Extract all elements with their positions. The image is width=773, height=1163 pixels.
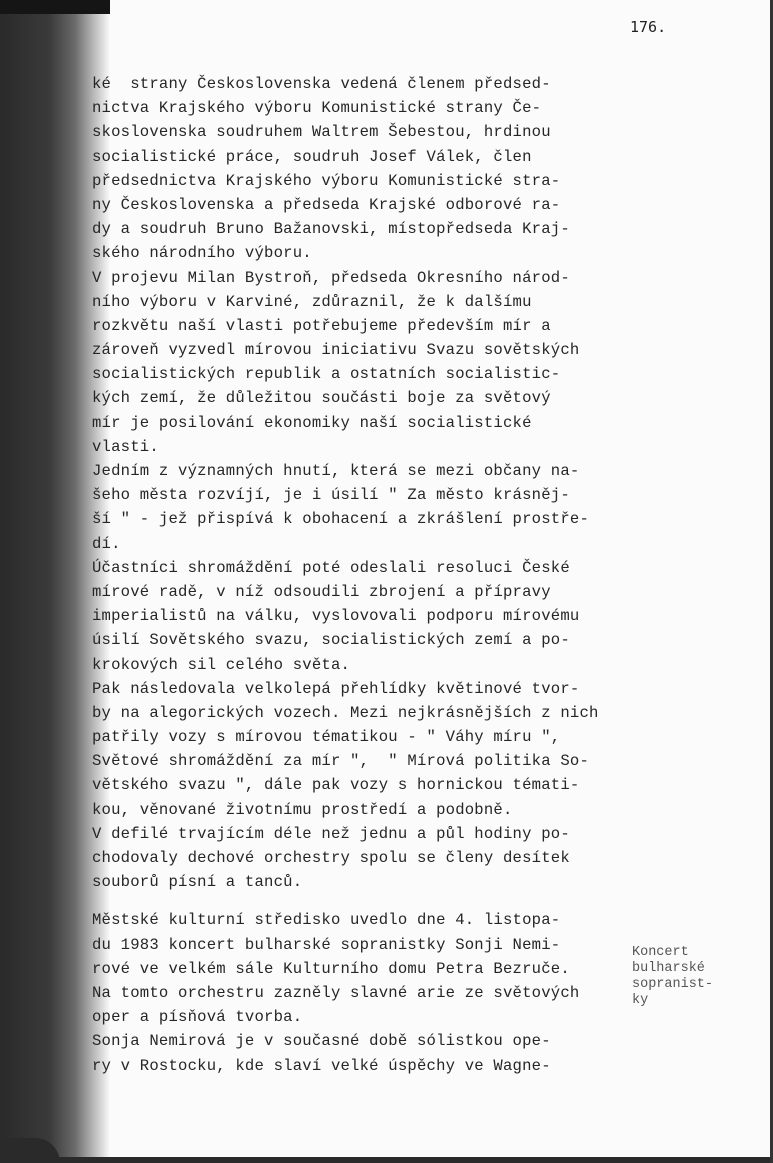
text-line: předsednictva Krajského výboru Komunistické stra- [92,171,561,190]
margin-note-line: sopranist- [632,977,714,992]
margin-note [632,945,713,1009]
page-number: 176. [630,18,667,36]
text-line: skoslovenska soudruhem Waltrem Šebestou, hrdinou [92,123,551,142]
text-line: zároveň vyzvedl mírovou iniciativu Svazu sovětských [92,341,580,360]
text-line: Světové shromáždění za mír ", " Mírová politika So- [92,752,590,771]
paragraph [92,822,652,895]
text-line: kou, věnované životnímu prostředí a podobně. [92,800,513,819]
margin-note-line: ky [632,993,649,1008]
text-line: by na alegorických vozech. Mezi nejkrásnějších z nich [92,703,599,722]
section-gap [92,894,652,908]
paragraph [92,908,652,1029]
text-line: patřily vozy s mírovou tématikou - " Váhy míru ", [92,728,561,747]
text-line: ší " - jež přispívá k obohacení a zkrášlení prostře- [92,510,590,529]
text-line: ského národního výboru. [92,244,312,263]
text-line: imperialistů na válku, vyslovovali podporu mírovému [92,607,580,626]
text-line: V defilé trvajícím déle než jednu a půl hodiny po- [92,824,570,843]
paragraph [92,266,652,460]
paragraph [92,72,652,266]
text-line: socialistických republik a ostatních socialistic- [92,365,561,384]
text-line: Pak následovala velkolepá přehlídky květinové tvor- [92,679,580,698]
text-line: rové ve velkém sále Kulturního domu Petra Bezruče. [92,959,570,978]
text-line: Účastníci shromáždění poté odeslali resoluci České [92,558,570,577]
text-line: rozkvětu naší vlasti potřebujeme především mír a [92,316,551,335]
paragraph [92,1029,652,1077]
paragraph [92,459,652,556]
text-line: dí. [92,534,121,553]
text-line: Městské kulturní středisko uvedlo dne 4. listopa- [92,911,561,930]
text-line: šeho města rozvíjí, je i úsilí " Za město krásněj- [92,486,570,505]
text-line: nictva Krajského výboru Komunistické strany Če- [92,99,542,118]
text-line: krokových sil celého světa. [92,655,351,674]
text-line: souborů písní a tanců. [92,873,303,892]
text-line: oper a písňová tvorba. [92,1008,303,1027]
body-text [92,72,652,1078]
text-line: vlasti. [92,437,159,456]
text-line: ního výboru v Karviné, zdůraznil, že k dalšímu [92,292,532,311]
text-line: socialistické práce, soudruh Josef Válek, člen [92,147,532,166]
margin-note-line: bulharské [632,961,705,976]
text-line: Jedním z významných hnutí, která se mezi občany na- [92,462,580,480]
text-line: úsilí Sovětského svazu, socialistických zemí a po- [92,631,570,650]
text-line: kých zemí, že důležitou součásti boje za světový [92,389,551,408]
bottom-edge-shadow [0,1157,773,1163]
text-line: mírové radě, v níž odsoudili zbrojení a přípravy [92,582,551,601]
margin-note-line: Koncert [632,945,689,960]
text-line: ny Československa a předseda Krajské odborové ra- [92,195,561,214]
top-shadow [0,0,110,14]
text-line: ké strany Československa vedená členem předsed- [92,75,551,93]
text-line: mír je posilování ekonomiky naší socialistické [92,413,532,432]
text-line: ry v Rostocku, kde slaví velké úspěchy ve Wagne- [92,1056,551,1075]
text-line: větského svazu ", dále pak vozy s hornickou témati- [92,776,580,795]
text-line: du 1983 koncert bulharské sopranistky Sonji Nemi- [92,935,561,954]
text-line: Na tomto orchestru zazněly slavné arie ze světových [92,983,580,1002]
paragraph [92,677,652,822]
text-line: Sonja Nemirová je v současné době sólistkou ope- [92,1032,551,1051]
text-line: V projevu Milan Bystroň, předseda Okresního národ- [92,268,570,287]
paragraph [92,556,652,677]
text-line: dy a soudruh Bruno Bažanovski, místopředseda Kraj- [92,220,570,239]
text-line: chodovaly dechové orchestry spolu se členy desítek [92,849,570,867]
